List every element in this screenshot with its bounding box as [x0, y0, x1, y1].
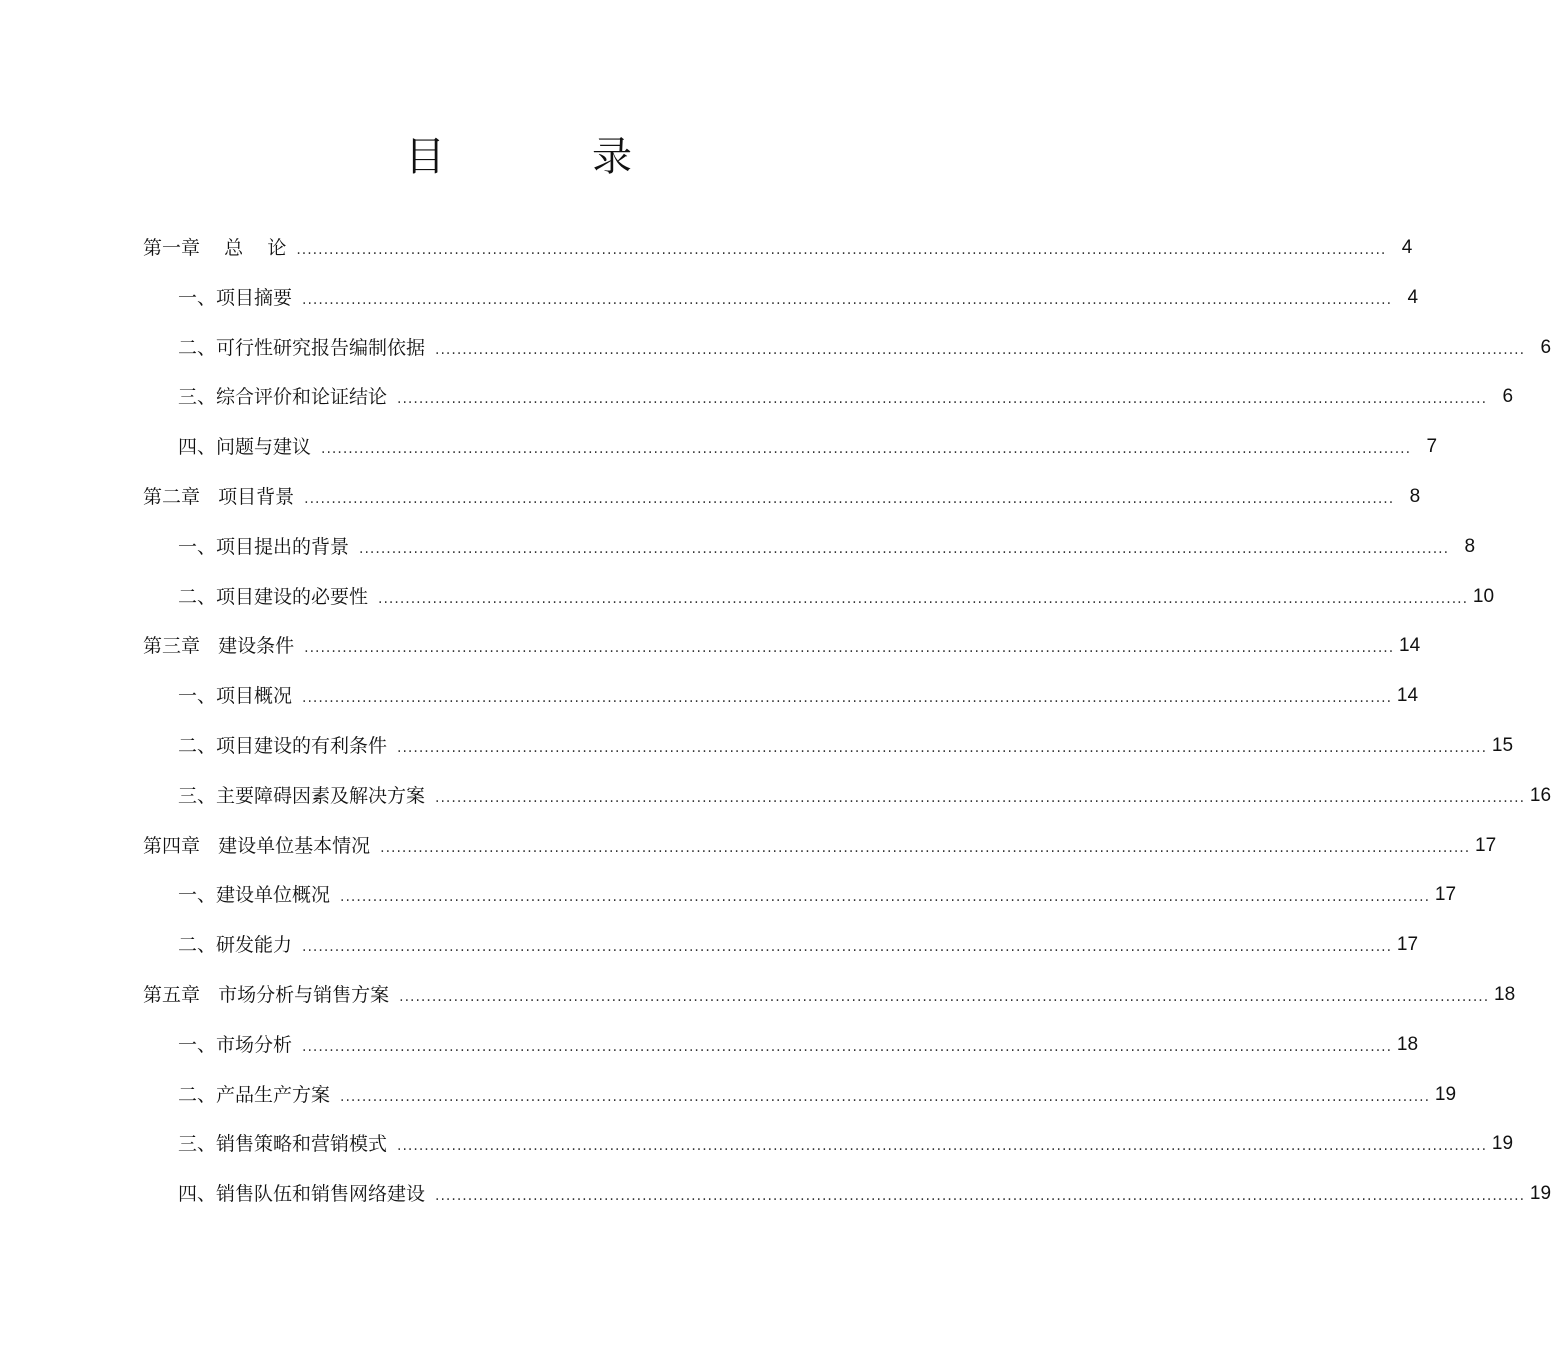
toc-entry-label: 一、建设单位概况: [178, 884, 331, 906]
toc-entry-label: 第一章 总 论: [143, 237, 287, 259]
toc-entry-label: 四、问题与建议: [178, 436, 312, 458]
toc-entry[interactable]: [178, 868, 1457, 908]
page-title: [0, 132, 950, 182]
toc-page-number: 14: [1396, 685, 1419, 706]
toc-entry-label: 一、市场分析: [178, 1034, 293, 1056]
toc-entry[interactable]: [178, 918, 1419, 958]
toc-entry-label: 第四章 建设单位基本情况: [143, 835, 371, 857]
toc-page-number: 16: [1529, 785, 1551, 806]
toc-page-number: 6: [1502, 386, 1514, 407]
toc-entry-label: 二、项目建设的必要性: [178, 586, 369, 608]
toc-entry[interactable]: [178, 769, 1551, 809]
toc-page-number: 17: [1475, 835, 1497, 856]
toc-entry[interactable]: [178, 520, 1476, 560]
toc-dot-leader: ........................................................................................................................................................................................................: [340, 1089, 1431, 1105]
toc-page-number: 6: [1540, 337, 1551, 358]
toc-page-number: 4: [1401, 237, 1413, 258]
toc-entry-label: 二、项目建设的有利条件: [178, 735, 388, 757]
toc-dot-leader: ........................................................................................................................................................................................................: [302, 292, 1393, 308]
toc-page-number: 19: [1529, 1183, 1551, 1204]
toc-entry[interactable]: [143, 221, 1413, 261]
toc-entry-label: 第二章 项目背景: [143, 486, 295, 508]
toc-dot-leader: ........................................................................................................................................................................................................: [302, 690, 1393, 706]
title-char-2: 录: [592, 134, 632, 180]
toc-dot-leader: ........................................................................................................................................................................................................: [321, 441, 1412, 457]
toc-entry-label: 第三章 建设条件: [143, 635, 295, 657]
toc-entry[interactable]: [178, 1068, 1457, 1108]
toc-dot-leader: ........................................................................................................................................................................................................: [304, 640, 1395, 656]
toc-dot-leader: ........................................................................................................................................................................................................: [397, 391, 1488, 407]
toc-entry-label: 二、研发能力: [178, 934, 293, 956]
toc-entry[interactable]: [178, 669, 1419, 709]
toc-entry[interactable]: [178, 370, 1514, 410]
toc-page-number: 15: [1491, 735, 1514, 756]
toc-dot-leader: ........................................................................................................................................................................................................: [399, 989, 1490, 1005]
toc-entry-label: 三、销售策略和营销模式: [178, 1133, 388, 1155]
toc-entry[interactable]: [178, 1117, 1514, 1157]
toc-entry-label: 一、项目提出的背景: [178, 536, 350, 558]
toc-entry[interactable]: [178, 321, 1551, 361]
toc-entry-label: 二、可行性研究报告编制依据: [178, 337, 426, 359]
toc-entry[interactable]: [178, 1167, 1551, 1207]
toc-entry[interactable]: [143, 470, 1421, 510]
toc-dot-leader: ........................................................................................................................................................................................................: [302, 939, 1393, 955]
toc-page-number: 17: [1396, 934, 1419, 955]
toc-entry-label: 一、项目摘要: [178, 287, 293, 309]
toc-dot-leader: ........................................................................................................................................................................................................: [435, 1188, 1526, 1204]
toc-dot-leader: ........................................................................................................................................................................................................: [397, 1138, 1488, 1154]
toc-entry-label: 第五章 市场分析与销售方案: [143, 984, 390, 1006]
toc-dot-leader: ........................................................................................................................................................................................................: [397, 740, 1488, 756]
toc-page-number: 8: [1409, 486, 1421, 507]
toc-dot-leader: ........................................................................................................................................................................................................: [340, 889, 1431, 905]
toc-entry[interactable]: [178, 570, 1495, 610]
toc-dot-leader: ........................................................................................................................................................................................................: [435, 790, 1526, 806]
toc-page-number: 14: [1399, 635, 1421, 656]
toc-page-number: 4: [1407, 287, 1419, 308]
toc-page-number: 17: [1434, 884, 1457, 905]
title-char-1: 目: [405, 134, 445, 180]
toc-dot-leader: ........................................................................................................................................................................................................: [302, 1039, 1393, 1055]
toc-dot-leader: ........................................................................................................................................................................................................: [378, 591, 1469, 607]
toc-entry[interactable]: [178, 420, 1438, 460]
toc-entry[interactable]: [143, 968, 1516, 1008]
toc-entry[interactable]: [143, 819, 1497, 859]
toc-page-number: 8: [1464, 536, 1476, 557]
toc-entry[interactable]: [143, 619, 1421, 659]
toc-page-number: 18: [1396, 1034, 1419, 1055]
toc-entry-label: 二、产品生产方案: [178, 1084, 331, 1106]
toc-dot-leader: ........................................................................................................................................................................................................: [380, 840, 1471, 856]
toc-dot-leader: ........................................................................................................................................................................................................: [359, 541, 1450, 557]
toc-page-number: 19: [1491, 1133, 1514, 1154]
toc-page-number: 18: [1494, 984, 1516, 1005]
toc-entry-label: 三、主要障碍因素及解决方案: [178, 785, 426, 807]
toc-page-number: 7: [1426, 436, 1438, 457]
toc-entry[interactable]: [178, 271, 1419, 311]
toc-entry[interactable]: [178, 1018, 1419, 1058]
toc-dot-leader: ........................................................................................................................................................................................................: [304, 491, 1395, 507]
toc-entry-label: 一、项目概况: [178, 685, 293, 707]
toc-page-number: 19: [1434, 1084, 1457, 1105]
toc-entry-label: 四、销售队伍和销售网络建设: [178, 1183, 426, 1205]
toc-dot-leader: ........................................................................................................................................................................................................: [435, 342, 1526, 358]
toc-entry-label: 三、综合评价和论证结论: [178, 386, 388, 408]
toc-dot-leader: ........................................................................................................................................................................................................: [296, 242, 1387, 258]
toc-page-number: 10: [1472, 586, 1495, 607]
toc-entry[interactable]: [178, 719, 1514, 759]
